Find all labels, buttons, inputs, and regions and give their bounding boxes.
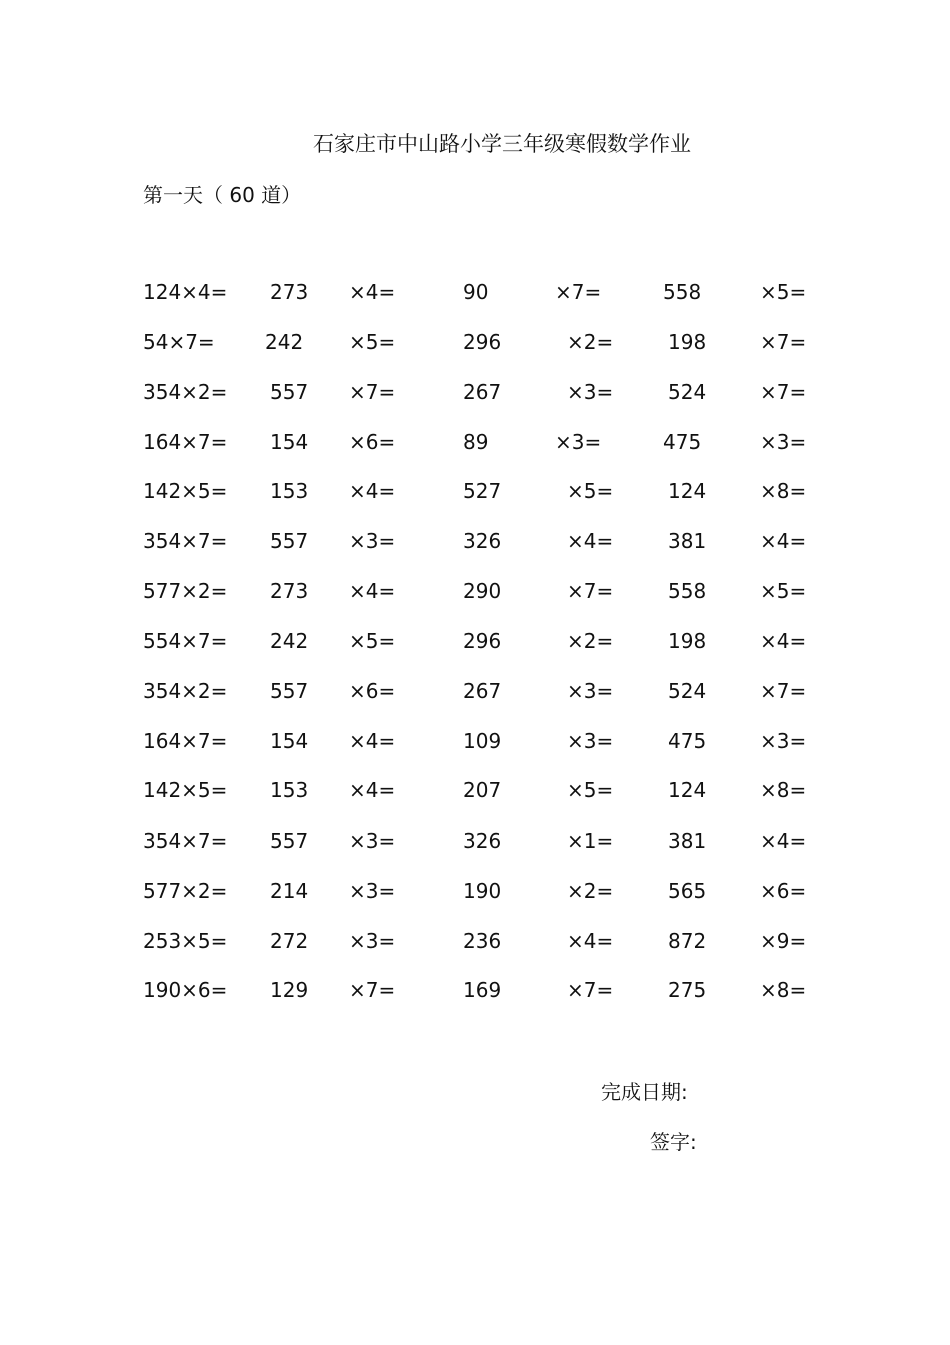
problem-a: 253×5= xyxy=(143,929,228,953)
problem-row xyxy=(0,826,950,856)
problem-a: 354×2= xyxy=(143,679,228,703)
factor-b: 557 xyxy=(270,829,309,853)
problem-row xyxy=(0,676,950,706)
factor-d: 124 xyxy=(668,479,707,503)
multiplier-b: ×5= xyxy=(349,629,396,653)
multiplier-d: ×4= xyxy=(760,829,807,853)
multiplier-b: ×3= xyxy=(349,529,396,553)
factor-b: 273 xyxy=(270,280,309,304)
factor-c: 169 xyxy=(463,978,502,1002)
factor-d: 475 xyxy=(663,430,702,454)
multiplier-d: ×5= xyxy=(760,280,807,304)
factor-b: 153 xyxy=(270,778,309,802)
multiplier-d: ×8= xyxy=(760,778,807,802)
factor-d: 524 xyxy=(668,380,707,404)
problem-a: 354×7= xyxy=(143,529,228,553)
multiplier-c: ×4= xyxy=(567,929,614,953)
factor-b: 153 xyxy=(270,479,309,503)
multiplier-c: ×5= xyxy=(567,778,614,802)
multiplier-d: ×3= xyxy=(760,430,807,454)
factor-c: 90 xyxy=(463,280,489,304)
problem-row xyxy=(0,576,950,606)
factor-d: 475 xyxy=(668,729,707,753)
page-title: 石家庄市中山路小学三年级寒假数学作业 xyxy=(313,132,691,156)
problem-a: 142×5= xyxy=(143,479,228,503)
multiplier-d: ×7= xyxy=(760,380,807,404)
problem-row xyxy=(0,926,950,956)
factor-b: 242 xyxy=(265,330,304,354)
problem-row xyxy=(0,626,950,656)
factor-c: 236 xyxy=(463,929,502,953)
multiplier-b: ×7= xyxy=(349,978,396,1002)
multiplier-c: ×4= xyxy=(567,529,614,553)
multiplier-b: ×6= xyxy=(349,679,396,703)
problem-a: 164×7= xyxy=(143,430,228,454)
problem-row xyxy=(0,876,950,906)
factor-c: 296 xyxy=(463,330,502,354)
factor-c: 527 xyxy=(463,479,502,503)
multiplier-b: ×4= xyxy=(349,778,396,802)
day-heading: 第一天（ 60 道） xyxy=(143,183,302,207)
factor-c: 267 xyxy=(463,380,502,404)
factor-c: 89 xyxy=(463,430,489,454)
multiplier-b: ×3= xyxy=(349,829,396,853)
problem-a: 190×6= xyxy=(143,978,228,1002)
factor-b: 273 xyxy=(270,579,309,603)
problem-a: 554×7= xyxy=(143,629,228,653)
multiplier-b: ×4= xyxy=(349,280,396,304)
factor-d: 275 xyxy=(668,978,707,1002)
factor-c: 296 xyxy=(463,629,502,653)
completion-date-label: 完成日期: xyxy=(601,1080,688,1104)
factor-b: 557 xyxy=(270,529,309,553)
multiplier-c: ×2= xyxy=(567,330,614,354)
factor-c: 109 xyxy=(463,729,502,753)
multiplier-d: ×8= xyxy=(760,978,807,1002)
multiplier-d: ×4= xyxy=(760,629,807,653)
problem-a: 354×2= xyxy=(143,380,228,404)
factor-d: 558 xyxy=(663,280,702,304)
multiplier-c: ×2= xyxy=(567,879,614,903)
signature-label: 签字: xyxy=(650,1130,697,1154)
multiplier-d: ×5= xyxy=(760,579,807,603)
problem-row xyxy=(0,327,950,357)
multiplier-c: ×2= xyxy=(567,629,614,653)
multiplier-b: ×3= xyxy=(349,879,396,903)
factor-d: 198 xyxy=(668,330,707,354)
multiplier-c: ×7= xyxy=(567,978,614,1002)
problem-row xyxy=(0,775,950,805)
factor-d: 558 xyxy=(668,579,707,603)
multiplier-c: ×7= xyxy=(555,280,602,304)
factor-b: 154 xyxy=(270,729,309,753)
problem-a: 354×7= xyxy=(143,829,228,853)
problem-a: 142×5= xyxy=(143,778,228,802)
factor-d: 381 xyxy=(668,529,707,553)
multiplier-b: ×7= xyxy=(349,380,396,404)
multiplier-b: ×6= xyxy=(349,430,396,454)
problem-a: 54×7= xyxy=(143,330,215,354)
problem-row xyxy=(0,277,950,307)
multiplier-d: ×7= xyxy=(760,679,807,703)
multiplier-c: ×3= xyxy=(567,380,614,404)
problem-row xyxy=(0,377,950,407)
multiplier-d: ×3= xyxy=(760,729,807,753)
problem-row xyxy=(0,975,950,1005)
multiplier-b: ×4= xyxy=(349,479,396,503)
problem-row xyxy=(0,526,950,556)
factor-b: 154 xyxy=(270,430,309,454)
problem-row xyxy=(0,476,950,506)
multiplier-d: ×9= xyxy=(760,929,807,953)
multiplier-b: ×3= xyxy=(349,929,396,953)
multiplier-c: ×3= xyxy=(555,430,602,454)
factor-c: 290 xyxy=(463,579,502,603)
factor-b: 557 xyxy=(270,380,309,404)
factor-c: 267 xyxy=(463,679,502,703)
factor-d: 872 xyxy=(668,929,707,953)
problem-row xyxy=(0,726,950,756)
multiplier-c: ×3= xyxy=(567,679,614,703)
problem-a: 124×4= xyxy=(143,280,228,304)
factor-d: 565 xyxy=(668,879,707,903)
multiplier-d: ×6= xyxy=(760,879,807,903)
factor-d: 524 xyxy=(668,679,707,703)
multiplier-d: ×8= xyxy=(760,479,807,503)
factor-d: 124 xyxy=(668,778,707,802)
factor-b: 557 xyxy=(270,679,309,703)
problem-a: 577×2= xyxy=(143,879,228,903)
factor-b: 129 xyxy=(270,978,309,1002)
multiplier-c: ×5= xyxy=(567,479,614,503)
multiplier-c: ×1= xyxy=(567,829,614,853)
multiplier-c: ×3= xyxy=(567,729,614,753)
problem-a: 577×2= xyxy=(143,579,228,603)
factor-b: 214 xyxy=(270,879,309,903)
factor-b: 242 xyxy=(270,629,309,653)
multiplier-b: ×5= xyxy=(349,330,396,354)
multiplier-c: ×7= xyxy=(567,579,614,603)
factor-c: 326 xyxy=(463,829,502,853)
multiplier-d: ×4= xyxy=(760,529,807,553)
factor-b: 272 xyxy=(270,929,309,953)
multiplier-b: ×4= xyxy=(349,729,396,753)
problem-a: 164×7= xyxy=(143,729,228,753)
multiplier-b: ×4= xyxy=(349,579,396,603)
factor-c: 326 xyxy=(463,529,502,553)
factor-c: 190 xyxy=(463,879,502,903)
problem-row xyxy=(0,427,950,457)
factor-d: 381 xyxy=(668,829,707,853)
factor-c: 207 xyxy=(463,778,502,802)
factor-d: 198 xyxy=(668,629,707,653)
multiplier-d: ×7= xyxy=(760,330,807,354)
